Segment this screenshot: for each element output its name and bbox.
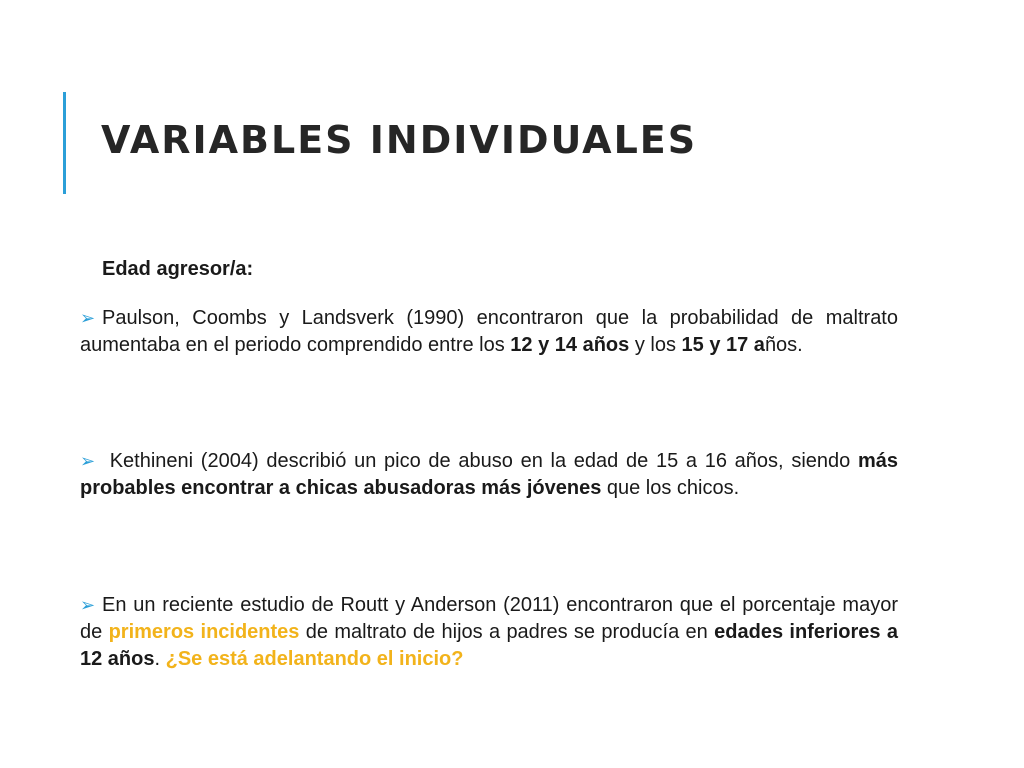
bullet-text: Kethineni (2004) describió un pico de abuso en la edad de 15 a 16 años, siendo: [102, 450, 858, 472]
bullet-highlight-text: primeros incidentes: [108, 621, 300, 643]
slide-title: VARIABLES INDIVIDUALES: [101, 118, 698, 162]
bullet-bold-text: 12 y 14 años: [510, 334, 630, 356]
bullet-bold-text: edades inferiores a 12 años: [80, 621, 899, 670]
bullet-text: ños.: [764, 334, 803, 356]
bullet-item: [80, 592, 898, 673]
bullet-text: .: [154, 648, 166, 670]
bullet-text: Paulson, Coombs y Landsverk (1990) encontraron que la probabilidad de maltrato aumentaba en el periodo comprendido entre los: [80, 307, 898, 356]
bullet-bold-text: 15 y 17 a: [681, 334, 765, 356]
bullet-bold-text: más probables encontrar a chicas abusadoras más jóvenes: [80, 450, 898, 499]
arrow-bullet-icon: ➢: [80, 308, 96, 328]
bullet-text: de maltrato de hijos a padres se producía en: [299, 621, 715, 643]
bullet-item: [80, 305, 898, 359]
bullet-item: [80, 448, 898, 502]
arrow-bullet-icon: ➢: [80, 595, 96, 615]
bullet-text: y los: [629, 334, 682, 356]
title-accent-bar: [63, 92, 66, 194]
bullet-text: que los chicos.: [601, 477, 740, 499]
subheading: Edad agresor/a:: [102, 258, 254, 280]
arrow-bullet-icon: ➢: [80, 451, 96, 471]
bullet-text: En un reciente estudio de Routt y Anderson (2011) encontraron que el porcentaje mayor de: [80, 594, 898, 643]
bullet-highlight-text: ¿Se está adelantando el inicio?: [165, 648, 464, 670]
